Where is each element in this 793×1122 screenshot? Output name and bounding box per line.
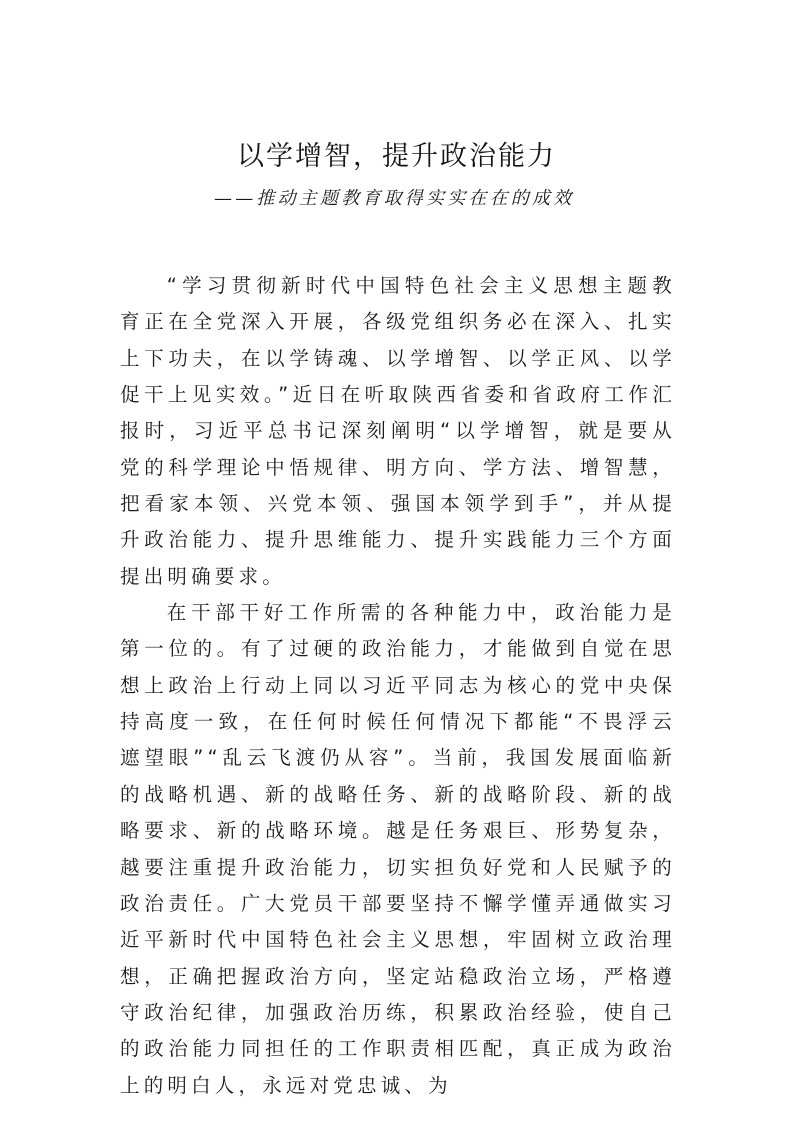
document-subtitle: ——推动主题教育取得实实在在的成效 xyxy=(214,188,575,209)
paragraph: 在干部干好工作所需的各种能力中，政治能力是第一位的。有了过硬的政治能力，才能做到自觉在思想上政治上行动上同以习近平同志为核心的党中央保持高度一致，在任何时候任何情况下都能“不畏浮云遮望眼”“乱云飞渡仍从容”。当前，我国发展面临新的战略机遇、新的战略任务、新的战略阶段、新的战略要求、新的战略环境。越是任务艰巨、形势复杂，越要注重提升政治能力，切实担负好党和人民赋予的政治责任。广大党员干部要坚持不懈学懂弄通做实习近平新时代中国特色社会主义思想，牢固树立政治理想，正确把握政治方向，坚定站稳政治立场，严格遵守政治纪律，加强政治历练，积累政治经验，使自己的政治能力同担任的工作职责相匹配，真正成为政治上的明白人，永远对党忠诚、为 xyxy=(120,601,676,1097)
document-title: 以学增智，提升政治能力 xyxy=(237,141,556,172)
paragraph: “学习贯彻新时代中国特色社会主义思想主题教育正在全党深入开展，各级党组织务必在深入、扎实上下功夫，在以学铸魂、以学增智、以学正风、以学促干上见实效。”近日在听取陕西省委和省政府工作汇报时，习近平总书记深刻阐明“以学增智，就是要从党的科学理论中悟规律、明方向、学方法、增智慧，把看家本领、兴党本领、强国本领学到手”，并从提升政治能力、提升思维能力、提升实践能力三个方面提出明确要求。 xyxy=(120,274,676,588)
document-body xyxy=(120,268,676,1104)
